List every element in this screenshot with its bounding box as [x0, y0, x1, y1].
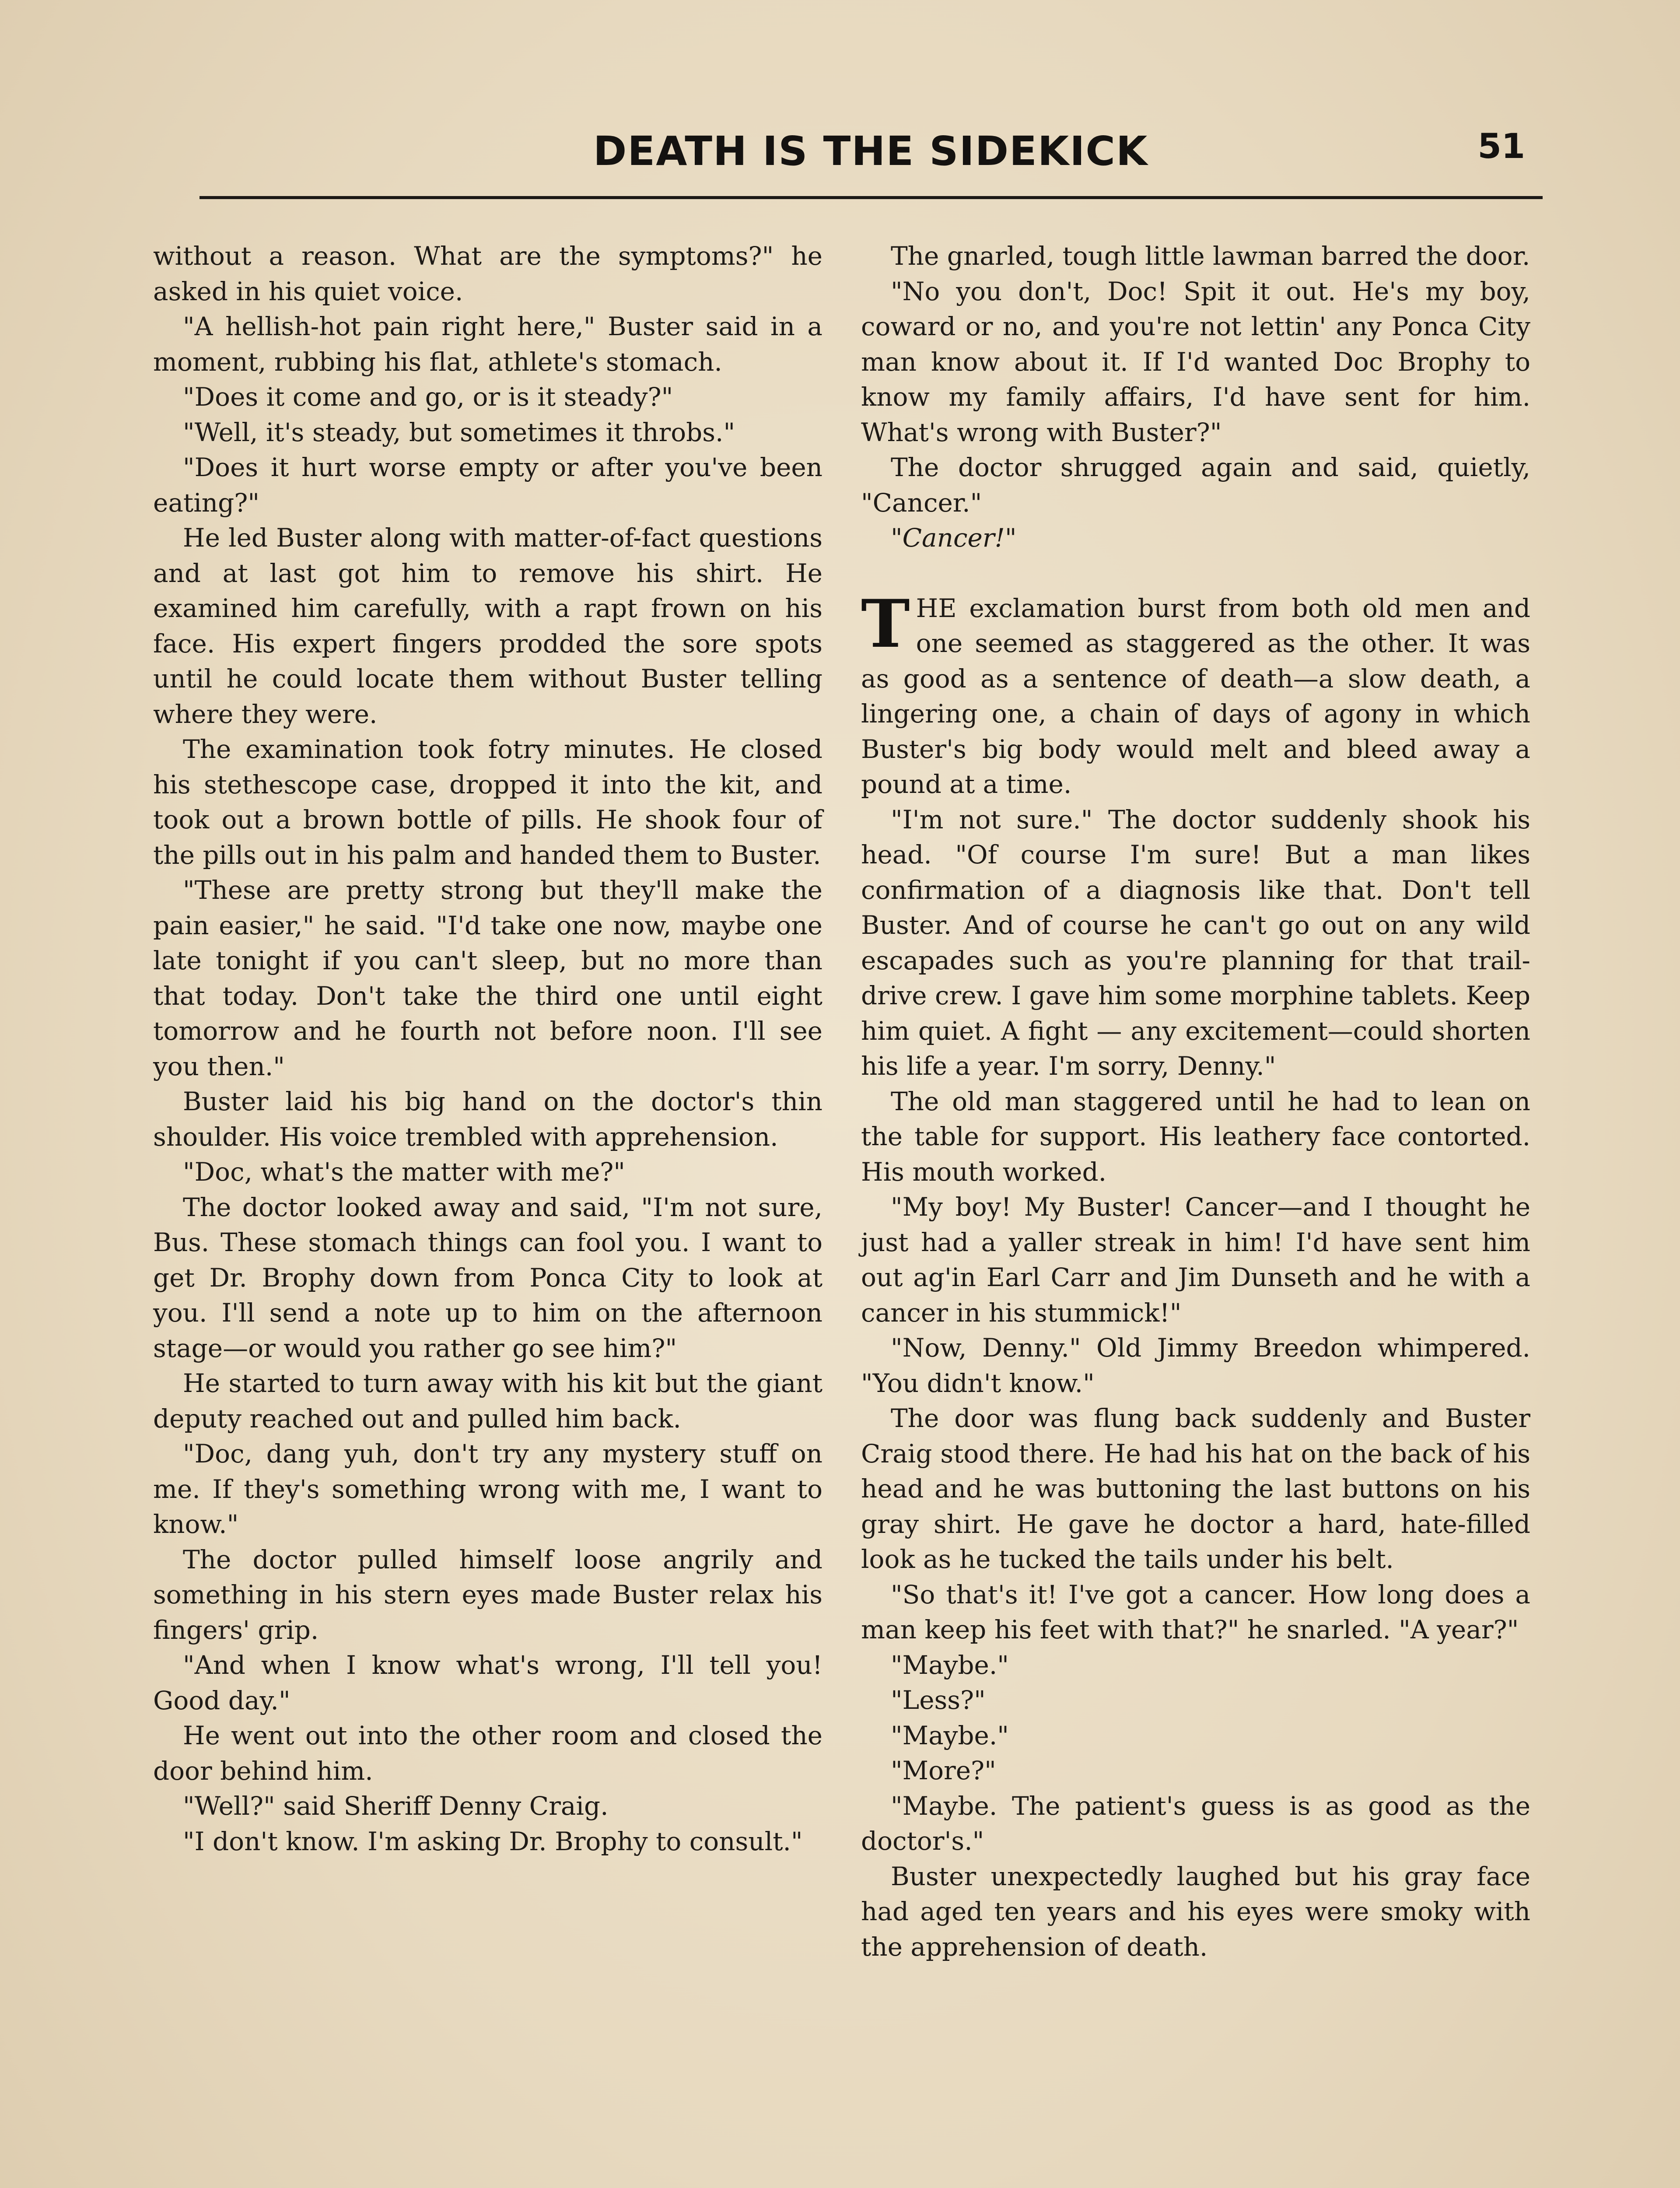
paragraph: "Well, it's steady, but sometimes it throbs."	[183, 417, 735, 447]
paragraph: "No you don't, Doc! Spit it out. He's my boy, coward or no, and you're not lettin' any Ponca City man know about it. If I'd wanted Doc Brophy to know my family affairs, I'd have sent for him. What's wrong with Buster?"	[861, 276, 1530, 447]
drop-cap: T	[861, 585, 910, 663]
paragraph: "Doc, dang yuh, don't try any mystery stuff on me. If they's something wrong with me, I want to know."	[153, 1439, 822, 1539]
paragraph: The doctor shrugged again and said, quietly, "Cancer."	[861, 452, 1530, 518]
paragraph: The examination took fotry minutes. He closed his stethescope case, dropped it into the kit, and took out a brown bottle of pills. He shook four of the pills out in his palm and handed them to Buster.	[153, 734, 822, 870]
paragraph: "I don't know. I'm asking Dr. Brophy to consult."	[183, 1826, 803, 1856]
paragraph: "Maybe."	[891, 1650, 1009, 1680]
paragraph: without a reason. What are the symptoms?" he asked in his quiet voice.	[153, 241, 822, 306]
paragraph: The gnarled, tough little lawman barred the door.	[891, 241, 1530, 271]
paragraph: The door was flung back suddenly and Buster Craig stood there. He had his hat on the back of his head and he was buttoning the last buttons on his gray shirt. He gave he doctor a hard, hate-filled look as he tucked the tails under his belt.	[861, 1403, 1530, 1574]
page-number: 51	[1477, 127, 1525, 166]
paragraph: "These are pretty strong but they'll make the pain easier," he said. "I'd take one now, maybe one late tonight if you can't sleep, but no more than that today. Don't take the third one until eight tomorrow and he fourth not before noon. I'll see you then."	[153, 875, 822, 1081]
page-header	[200, 124, 1538, 181]
left-column	[153, 238, 822, 1859]
paragraph: Buster laid his big hand on the doctor's thin shoulder. His voice trembled with apprehension.	[153, 1087, 822, 1152]
paragraph: He started to turn away with his kit but the giant deputy reached out and pulled him back.	[153, 1368, 822, 1434]
paragraph: "A hellish-hot pain right here," Buster said in a moment, rubbing his flat, athlete's stomach.	[153, 312, 822, 377]
paragraph: The doctor looked away and said, "I'm not sure, Bus. These stomach things can fool you. I want to get Dr. Brophy down from Ponca City to look at you. I'll send a note up to him on the afternoon stage—or would you rather go see him?"	[153, 1192, 822, 1363]
paragraph: "Maybe."	[891, 1720, 1009, 1750]
paragraph: "I'm not sure." The doctor suddenly shook his head. "Of course I'm sure! But a man likes confirmation of a diagnosis like that. Don't tell Buster. And of course he can't go out on any wild escapades such as you're planning for that trail-drive crew. I gave him some morphine tablets. Keep him quiet. A fight — any excitement—could shorten his life a year. I'm sorry, Denny."	[861, 804, 1530, 1081]
paragraph: "Doc, what's the matter with me?"	[183, 1157, 625, 1187]
paragraph: The old man staggered until he had to lean on the table for support. His leathery face contorted. His mouth worked.	[861, 1086, 1530, 1187]
paragraph: Buster unexpectedly laughed but his gray face had aged ten years and his eyes were smoky with the apprehension of death.	[861, 1861, 1530, 1962]
paragraph: He went out into the other room and closed the door behind him.	[153, 1721, 822, 1786]
paragraph: "Now, Denny." Old Jimmy Breedon whimpered. "You didn't know."	[861, 1333, 1530, 1398]
section-opening-paragraph	[861, 585, 1530, 802]
right-column	[861, 238, 1530, 1964]
paragraph: "Well?" said Sheriff Denny Craig.	[183, 1791, 609, 1821]
paragraph: "And when I know what's wrong, I'll tell you! Good day."	[153, 1650, 822, 1715]
paragraph: "More?"	[891, 1756, 996, 1785]
paragraph: "Maybe. The patient's guess is as good as the doctor's."	[861, 1791, 1530, 1856]
paragraph: "Does it come and go, or is it steady?"	[183, 382, 673, 412]
paragraph: "Cancer!"	[891, 523, 1017, 553]
running-title: DEATH IS THE SIDEKICK	[593, 128, 1148, 175]
paragraph: "Less?"	[891, 1685, 986, 1715]
header-rule	[200, 196, 1543, 199]
paragraph: The doctor pulled himself loose angrily and something in his stern eyes made Buster relax his fingers' grip.	[153, 1544, 822, 1645]
paragraph-text: HE exclamation burst from both old men and one seemed as staggered as the other. It was as good as a sentence of death—a slow death, a lingering one, a chain of days of agony in which Buster's big body would melt and bleed away a pound at a time.	[861, 593, 1530, 799]
paragraph: "My boy! My Buster! Cancer—and I thought he just had a yaller streak in him! I'd have sent him out ag'in Earl Carr and Jim Dunseth and he with a cancer in his stummick!"	[861, 1192, 1530, 1328]
paragraph: "Does it hurt worse empty or after you've been eating?"	[153, 452, 822, 518]
paragraph: "So that's it! I've got a cancer. How long does a man keep his feet with that?" he snarled. "A year?"	[861, 1579, 1530, 1645]
paragraph: He led Buster along with matter-of-fact questions and at last got him to remove his shirt. He examined him carefully, with a rapt frown on his face. His expert fingers prodded the sore spots until he could locate them without Buster telling where they were.	[153, 523, 822, 729]
